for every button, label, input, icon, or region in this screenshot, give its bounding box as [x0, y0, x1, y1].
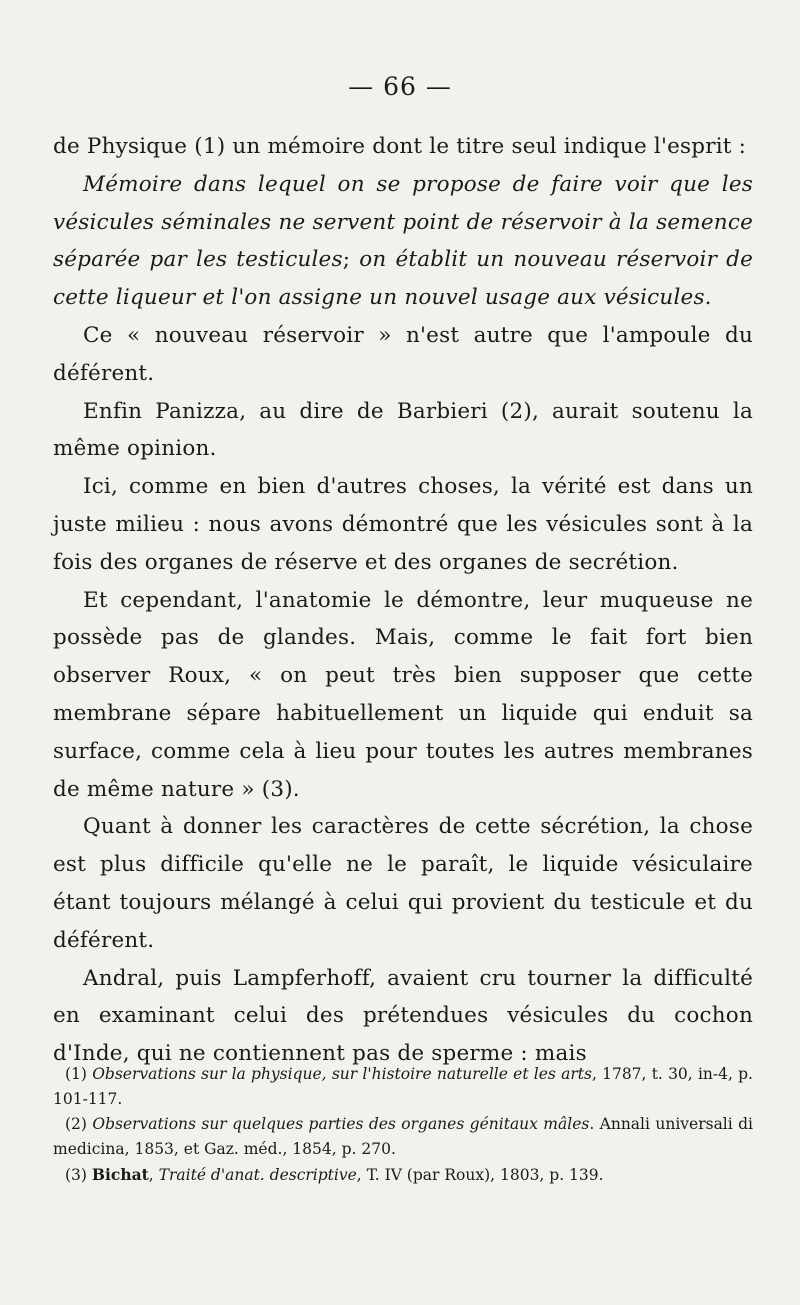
footnote-2: (2) Observations sur quelques parties des organes génitaux mâles. Annali universali di medicina, 1853, et Gaz. méd., 1854, p. 270.: [53, 1115, 753, 1158]
paragraph: Quant à donner les caractères de cette sécrétion, la chose est plus difficile qu'elle ne le paraît, le liquide vésiculaire étant toujours mélangé à celui qui provient du testicule et du déférent.: [53, 814, 753, 953]
footnotes: [53, 1062, 753, 1188]
paragraph: Et cependant, l'anatomie le démontre, leur muqueuse ne possède pas de glandes. Mais, comme le fait fort bien observer Roux, « on peut très bien supposer que cette membrane sépare habituellement un liquide qui enduit sa surface, comme cela à lieu pour toutes les autres membranes de même nature » (3).: [53, 587, 753, 802]
body-text: [53, 128, 753, 1073]
paragraph-memoire-title: [53, 166, 753, 317]
footnote-title: Observations sur quelques parties des organes génitaux mâles: [92, 1115, 590, 1133]
memoire-title-part1: Mémoire dans lequel on se propose de faire voir que les vésicules séminales ne servent point de réservoir à la semence séparée par les testicules: [53, 171, 753, 273]
footnote-title: Observations sur la physique, sur l'histoire naturelle et les arts: [92, 1065, 592, 1083]
paragraph: Enfin Panizza, au dire de Barbieri (2), aurait soutenu la même opinion.: [53, 398, 753, 462]
page-number: — 66 —: [348, 72, 452, 101]
paragraph: Andral, puis Lampferhoff, avaient cru tourner la difficulté en examinant celui des prétendues vésicules du cochon d'Inde, qui ne contiennent pas de sperme : mais: [53, 965, 753, 1067]
memoire-title-separator: ;: [342, 247, 360, 273]
footnote-title: Traité d'anat. descriptive: [158, 1166, 357, 1184]
memoire-title-part2: on établit un nouveau réservoir de cette liqueur et l'on assigne un nouvel usage aux vésicules.: [53, 247, 753, 311]
footnote-1: (1) Observations sur la physique, sur l'histoire naturelle et les arts, 1787, t. 30, in-4, p. 101-117.: [53, 1065, 753, 1108]
paragraph: Ce « nouveau réservoir » n'est autre que l'ampoule du déférent.: [53, 322, 753, 386]
footnote-author: Bichat: [91, 1165, 149, 1184]
paragraph: de Physique (1) un mémoire dont le titre seul indique l'esprit :: [53, 134, 747, 159]
paragraph: Ici, comme en bien d'autres choses, la vérité est dans un juste milieu : nous avons démontré que les vésicules sont à la fois des organes de réserve et des organes de secrétion.: [53, 474, 753, 575]
footnote-3: (3) Bichat, Traité d'anat. descriptive, T. IV (par Roux), 1803, p. 139.: [65, 1165, 604, 1184]
